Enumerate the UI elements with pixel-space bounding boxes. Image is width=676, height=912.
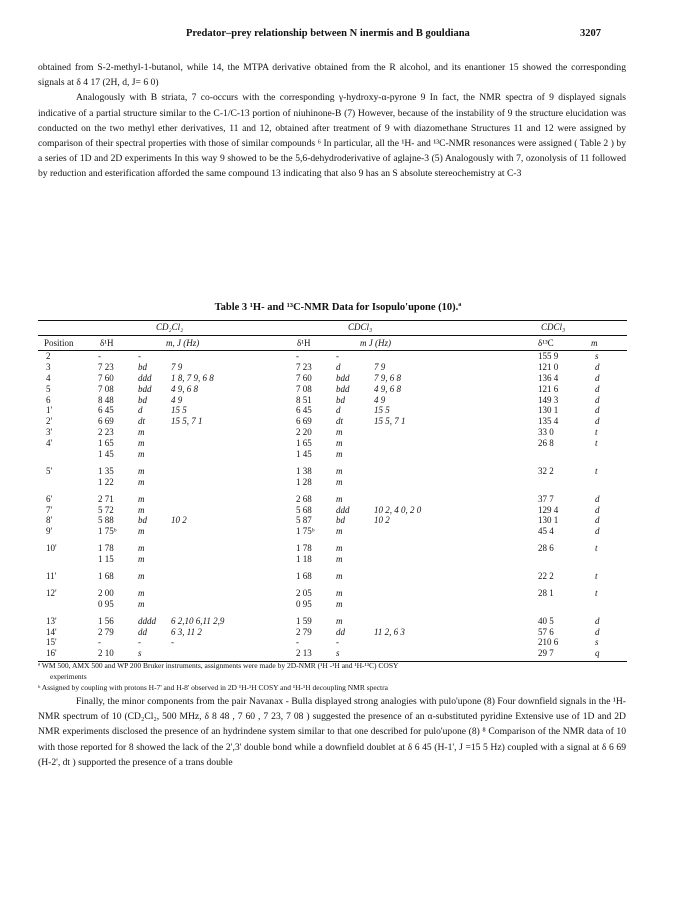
table-cell-h1: 1 45 (98, 449, 114, 460)
table-cell-h2: 0 95 (296, 598, 312, 609)
table-cell-cm: d (595, 526, 600, 537)
table-row (38, 648, 627, 659)
table-cell-h2: 2 05 (296, 587, 312, 598)
table-cell-h1: 1 35 (98, 465, 114, 476)
table-cell-j1: 6 2,10 6,11 2,9 (171, 615, 225, 626)
table-cell-j2: 15 5 (374, 405, 390, 416)
table-cell-j2: 10 2 (374, 515, 390, 526)
table-cell-j2: 10 2, 4 0, 2 0 (374, 504, 422, 515)
table-cell-h1: 1 56 (98, 615, 114, 626)
solvent-label: CDCl₃ (348, 322, 373, 332)
table-cell-m1: ddd (138, 372, 152, 383)
body-text-bottom (38, 694, 626, 770)
table-cell-h1: 2 71 (98, 493, 114, 504)
table-cell-m2: dd (336, 626, 345, 637)
table-cell-j2: 11 2, 6 3 (374, 626, 405, 637)
table-cell-h2: 1 78 (296, 543, 312, 554)
table-cell-m2: m (336, 493, 343, 504)
table-cell-m2: bd (336, 394, 345, 405)
table-cell-m1: m (138, 504, 145, 515)
table-cell-c: 26 8 (538, 438, 554, 449)
table-cell-h2: 5 87 (296, 515, 312, 526)
table-cell-h2: 2 79 (296, 626, 312, 637)
table-cell-c: 130 1 (538, 515, 559, 526)
column-header: m J (Hz) (360, 338, 391, 348)
table-cell-pos: 4 (46, 372, 51, 383)
table-cell-pos: 11' (46, 571, 57, 582)
table-cell-j2: 7 9, 6 8 (374, 372, 401, 383)
column-header: m, J (Hz) (166, 338, 200, 348)
table-cell-cm: s (595, 637, 599, 648)
table-cell-m2: m (336, 598, 343, 609)
table-row (38, 477, 627, 488)
table-cell-cm: d (595, 504, 600, 515)
table-cell-h2: - (296, 637, 299, 648)
body-text-top (38, 60, 626, 182)
table-cell-h1: 8 48 (98, 394, 114, 405)
table-cell-j2: 7 9 (374, 361, 386, 372)
table-cell-h1: 2 23 (98, 427, 114, 438)
table-cell-pos: 13' (46, 615, 57, 626)
table-row (38, 526, 627, 537)
column-header: δ¹H (100, 338, 114, 348)
table-cell-h1: 1 65 (98, 438, 114, 449)
table-cell-h1: - (98, 351, 101, 361)
table-cell-m1: bd (138, 361, 147, 372)
table-cell-m2: bdd (336, 372, 350, 383)
solvent-header-row (38, 321, 627, 336)
table-row (38, 543, 627, 554)
table-cell-c: 45 4 (538, 526, 554, 537)
table-cell-c: 22 2 (538, 571, 554, 582)
column-header-row (38, 336, 627, 351)
table-cell-c: 210 6 (538, 637, 559, 648)
table-cell-m2: m (336, 554, 343, 565)
table-cell-h2: 1 68 (296, 571, 312, 582)
table-cell-m1: m (138, 449, 145, 460)
table-row (38, 515, 627, 526)
table-cell-h2: 7 60 (296, 372, 312, 383)
table-cell-cm: d (595, 626, 600, 637)
table-body (38, 351, 627, 661)
table-cell-pos: 9' (46, 526, 53, 537)
table-cell-h2: 2 68 (296, 493, 312, 504)
table-cell-c: 121 6 (538, 383, 559, 394)
table-cell-m1: m (138, 543, 145, 554)
table-caption: Table 3 ¹H- and ¹³C-NMR Data for Isopulo'upone (10).ª (214, 302, 462, 313)
table-row (38, 554, 627, 565)
column-header: δ¹H (297, 338, 311, 348)
table-row (38, 362, 627, 373)
table-cell-m1: dddd (138, 615, 156, 626)
column-header: Position (44, 338, 74, 348)
table-cell-h2: - (296, 351, 299, 361)
table-cell-c: 40 5 (538, 615, 554, 626)
table-cell-j2: 4 9, 6 8 (374, 383, 401, 394)
footnote: ᵇ Assigned by coupling with protons H-7' and H-8' observed in 2D ¹H-¹H COSY and ¹H-¹H decoupling NMR spectra (38, 683, 388, 692)
table-cell-j1: 1 8, 7 9, 6 8 (171, 372, 214, 383)
table-row (38, 571, 627, 582)
table-cell-pos: 16' (46, 648, 57, 659)
table-cell-m2: m (336, 571, 343, 582)
table-cell-m1: m (138, 587, 145, 598)
table-cell-m1: m (138, 476, 145, 487)
table-cell-pos: 3' (46, 427, 53, 438)
table-cell-h2: 7 08 (296, 383, 312, 394)
table-row (38, 616, 627, 627)
table-cell-c: 149 3 (538, 394, 559, 405)
table-cell-c: 129 4 (538, 504, 559, 515)
table-cell-m1: m (138, 554, 145, 565)
table-row (38, 438, 627, 449)
table-cell-m2: m (336, 427, 343, 438)
table-cell-pos: 12' (46, 587, 57, 598)
table-cell-pos: 6' (46, 493, 53, 504)
table-cell-j1: - (171, 637, 174, 648)
table-cell-j1: 4 9, 6 8 (171, 383, 198, 394)
table-cell-m2: m (336, 615, 343, 626)
table-cell-j2: 15 5, 7 1 (374, 416, 406, 427)
table-cell-m2: d (336, 405, 341, 416)
table-cell-cm: d (595, 405, 600, 416)
table-row (38, 395, 627, 406)
table-cell-pos: 3 (46, 361, 51, 372)
table-cell-m1: m (138, 493, 145, 504)
table-row (38, 427, 627, 438)
table-cell-m2: m (336, 587, 343, 598)
table-cell-m1: - (138, 637, 141, 648)
table-cell-h1: 2 79 (98, 626, 114, 637)
running-header (0, 28, 676, 44)
table-cell-cm: t (595, 438, 598, 449)
table-cell-m1: m (138, 427, 145, 438)
table-cell-cm: d (595, 515, 600, 526)
table-cell-h1: 7 08 (98, 383, 114, 394)
table-row (38, 505, 627, 516)
table-cell-j1: 6 3, 11 2 (171, 626, 202, 637)
table-cell-m2: - (336, 637, 339, 648)
paragraph: Finally, the minor components from the pair Navanax - Bulla displayed strong analogies with pulo'upone (8) Four downfield signals in the ¹H-NMR spectrum of 10 (CD₂Cl₂, 500 MHz, δ 8 48 , 7 60 , 7 23, 7 08 ) suggested the presence of an α-substituted pyridine Extensive use of 1D and 2D NMR experiments disclosed the presence of an hydrindene system similar to that one described for pulo'upone (8) ⁸ Comparison of the NMR data of 10 with those reported for 8 showed the lack of the 2',3' double bond while a downfield doublet at δ 6 45 (H-1', J =15 5 Hz) coupled with a signal at δ 6 69 (H-2', dt ) supported the presence of a trans double (38, 696, 626, 768)
table-row (38, 416, 627, 427)
table-cell-pos: 2 (46, 351, 51, 361)
table-cell-j1: 7 9 (171, 361, 183, 372)
table-cell-h2: 6 69 (296, 416, 312, 427)
table-cell-m2: - (336, 351, 339, 361)
table-cell-m2: m (336, 526, 343, 537)
table-cell-m1: dd (138, 626, 147, 637)
table-cell-m1: m (138, 438, 145, 449)
running-title: Predator–prey relationship between N inermis and B gouldiana (186, 28, 470, 39)
table-cell-m1: s (138, 648, 142, 659)
table-cell-h1: 7 60 (98, 372, 114, 383)
paragraph: Analogously with B striata, 7 co-occurs with the corresponding γ-hydroxy-α-pyrone 9 In fact, the NMR spectra of 9 displayed signals indicative of a partial structure similar to the C-1/C-13 portion of niuhinone-B (7) However, because of the instability of 9 the structure elucidation was conducted on the two methyl ether derivatives, 11 and 12, obtained after treatment of 9 with diazomethane Structures 11 and 12 were assigned by comparison of their spectral properties with those of similar compounds ⁶ In particular, all the ¹H- and ¹³C-NMR resonances were assigned ( Table 2 ) by a series of 1D and 2D experiments In this way 9 showed to be the 5,6-dehydroderivative of aglajne-3 (5) Analogously with 7, ozonolysis of 11 followed by reduction and esterification afforded the same compound 13 indicating that also 9 has an S absolute stereochemistry at C-3 (38, 92, 626, 180)
table-cell-pos: 10' (46, 543, 57, 554)
table-row (38, 351, 627, 362)
table-row (38, 637, 627, 648)
table-cell-h2: 1 38 (296, 465, 312, 476)
table-cell-c: 37 7 (538, 493, 554, 504)
table-cell-h1: 2 10 (98, 648, 114, 659)
table-cell-cm: t (595, 543, 598, 554)
table-cell-m2: dt (336, 416, 344, 427)
table-cell-pos: 6 (46, 394, 51, 405)
table-footnotes (38, 660, 638, 693)
table-cell-cm: d (595, 493, 600, 504)
table-cell-h2: 1 65 (296, 438, 312, 449)
table-cell-h2: 5 68 (296, 504, 312, 515)
table-cell-m2: d (336, 361, 341, 372)
table-cell-h1: 2 00 (98, 587, 114, 598)
table-cell-h1: 5 72 (98, 504, 114, 515)
table-cell-cm: t (595, 571, 598, 582)
column-header: m (591, 338, 598, 348)
footnote: ª WM 500, AMX 500 and WP 200 Bruker instruments, assignments were made by 2D-NMR (¹H -¹H and ¹H-¹³C) COSY (38, 661, 399, 670)
table-cell-j1: 4 9 (171, 394, 183, 405)
table-cell-pos: 2' (46, 416, 53, 427)
table-cell-c: 32 2 (538, 465, 554, 476)
table-cell-h2: 1 18 (296, 554, 312, 565)
table-cell-cm: d (595, 361, 600, 372)
table-row (38, 588, 627, 599)
table-cell-h1: 0 95 (98, 598, 114, 609)
table-cell-m1: m (138, 571, 145, 582)
table-cell-h1: 5 88 (98, 515, 114, 526)
table-cell-m1: m (138, 598, 145, 609)
table-cell-c: 29 7 (538, 648, 554, 659)
table-cell-m2: s (336, 648, 340, 659)
table-cell-c: 33 0 (538, 427, 554, 438)
table-cell-h2: 8 51 (296, 394, 312, 405)
table-cell-c: 121 0 (538, 361, 559, 372)
table-cell-m2: m (336, 476, 343, 487)
table-cell-m1: dt (138, 416, 146, 427)
solvent-label: CDCl₃ (541, 322, 566, 332)
table-cell-cm: t (595, 427, 598, 438)
table-row (38, 494, 627, 505)
solvent-label: CD₂Cl₂ (156, 322, 184, 332)
table-cell-pos: 15' (46, 637, 57, 648)
table-row (38, 449, 627, 460)
footnote: experiments (50, 672, 87, 681)
table-cell-h2: 2 13 (296, 648, 312, 659)
table-cell-m2: m (336, 449, 343, 460)
table-cell-j1: 15 5, 7 1 (171, 416, 203, 427)
table-cell-m1: bd (138, 394, 147, 405)
table-cell-m1: m (138, 465, 145, 476)
table-cell-c: 136 4 (538, 372, 559, 383)
table-cell-m1: - (138, 351, 141, 361)
table-cell-cm: d (595, 372, 600, 383)
table-cell-c: 28 1 (538, 587, 554, 598)
table-cell-m1: bd (138, 515, 147, 526)
table-cell-c: 28 6 (538, 543, 554, 554)
table-cell-cm: d (595, 394, 600, 405)
table-cell-m2: bdd (336, 383, 350, 394)
table-cell-cm: t (595, 465, 598, 476)
table-cell-c: 57 6 (538, 626, 554, 637)
table-cell-m2: m (336, 543, 343, 554)
table-cell-pos: 5 (46, 383, 51, 394)
table-cell-pos: 4' (46, 438, 53, 449)
table-cell-m1: d (138, 405, 143, 416)
table-cell-cm: q (595, 648, 600, 659)
table-cell-h1: - (98, 637, 101, 648)
table-cell-m2: m (336, 465, 343, 476)
table-row (38, 373, 627, 384)
table-cell-h2: 1 45 (296, 449, 312, 460)
table-cell-j1: 10 2 (171, 515, 187, 526)
table-cell-h1: 1 75ᵇ (98, 526, 117, 537)
table-cell-h2: 1 75ᵇ (296, 526, 315, 537)
table-cell-h1: 6 69 (98, 416, 114, 427)
table-cell-cm: d (595, 416, 600, 427)
table-cell-h1: 1 22 (98, 476, 114, 487)
table-cell-h1: 7 23 (98, 361, 114, 372)
table-cell-pos: 7' (46, 504, 53, 515)
table-cell-m1: m (138, 526, 145, 537)
table-cell-j1: 15 5 (171, 405, 187, 416)
table-cell-h2: 1 28 (296, 476, 312, 487)
table-cell-c: 155 9 (538, 351, 559, 361)
table-cell-h1: 1 78 (98, 543, 114, 554)
table-row (38, 466, 627, 477)
table-row (38, 599, 627, 610)
table-cell-h2: 1 59 (296, 615, 312, 626)
table-cell-h1: 1 68 (98, 571, 114, 582)
table-cell-cm: s (595, 351, 599, 361)
table-cell-cm: t (595, 587, 598, 598)
table-row (38, 627, 627, 638)
table-cell-pos: 8' (46, 515, 53, 526)
table-row (38, 384, 627, 395)
table-cell-h1: 6 45 (98, 405, 114, 416)
table-cell-c: 135 4 (538, 416, 559, 427)
nmr-data-table (38, 320, 627, 662)
table-cell-cm: d (595, 383, 600, 394)
table-cell-h1: 1 15 (98, 554, 114, 565)
table-cell-h2: 7 23 (296, 361, 312, 372)
table-cell-pos: 1' (46, 405, 53, 416)
paragraph: obtained from S-2-methyl-1-butanol, while 14, the MTPA derivative obtained from the R alcohol, and its enantioner 15 showed the corresponding signals at δ 4 17 (2H, d, J= 6 0) (38, 62, 626, 89)
table-cell-m1: bdd (138, 383, 152, 394)
table-cell-h2: 6 45 (296, 405, 312, 416)
table-cell-pos: 14' (46, 626, 57, 637)
table-cell-cm: d (595, 615, 600, 626)
table-cell-m2: bd (336, 515, 345, 526)
table-cell-pos: 5' (46, 465, 53, 476)
table-row (38, 405, 627, 416)
table-cell-m2: ddd (336, 504, 350, 515)
table-cell-m2: m (336, 438, 343, 449)
table-cell-j2: 4 9 (374, 394, 386, 405)
page-number: 3207 (580, 28, 601, 39)
table-cell-h2: 2 20 (296, 427, 312, 438)
table-cell-c: 130 1 (538, 405, 559, 416)
column-header: δ¹³C (538, 338, 554, 348)
